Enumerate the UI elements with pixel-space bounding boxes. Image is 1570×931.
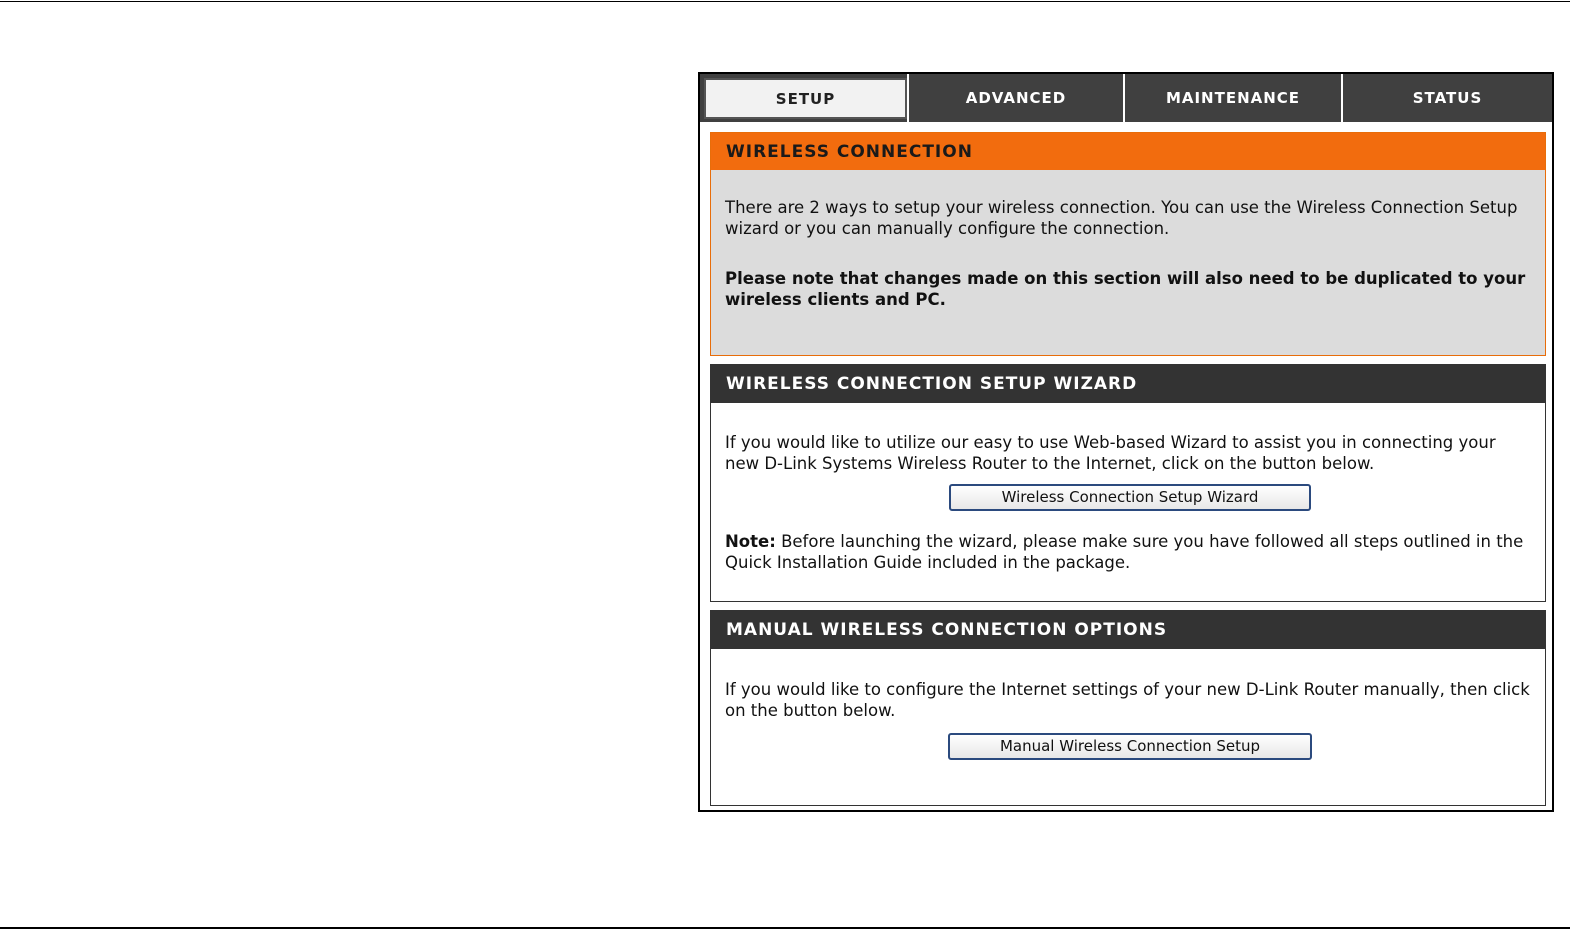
section-title: WIRELESS CONNECTION [711,133,1545,170]
intro-text: There are 2 ways to setup your wireless connection. You can use the Wireless Connection Setup wizard or you can manually configure the connection. [725,198,1518,238]
section-title: WIRELESS CONNECTION SETUP WIZARD [711,365,1545,403]
section-title: MANUAL WIRELESS CONNECTION OPTIONS [711,611,1545,649]
tab-maintenance[interactable]: MAINTENANCE [1123,74,1341,122]
manual-description: If you would like to configure the Internet settings of your new D-Link Router manually, then click on the button below. [725,680,1530,720]
tab-setup[interactable]: SETUP [704,78,907,119]
router-setup-panel [698,72,1554,812]
tab-advanced[interactable]: ADVANCED [907,74,1123,122]
setup-wizard-button[interactable]: Wireless Connection Setup Wizard [949,484,1311,511]
note-label: Note: [725,532,776,551]
manual-setup-button[interactable]: Manual Wireless Connection Setup [948,733,1312,760]
main-tab-bar [700,74,1552,122]
tab-status[interactable]: STATUS [1341,74,1552,122]
manual-options-section [710,610,1546,806]
duplicate-notice: Please note that changes made on this section will also need to be duplicated to your wireless clients and PC. [725,269,1526,309]
setup-wizard-section [710,364,1546,602]
top-divider [0,1,1570,2]
wireless-connection-section [710,132,1546,356]
wizard-description: If you would like to utilize our easy to use Web-based Wizard to assist you in connecting your new D-Link Systems Wireless Router to the Internet, click on the button below. [725,433,1496,473]
note-text: Before launching the wizard, please make sure you have followed all steps outlined in the Quick Installation Guide included in the package. [725,532,1524,572]
wizard-note [725,531,1531,573]
bottom-divider [0,927,1570,929]
